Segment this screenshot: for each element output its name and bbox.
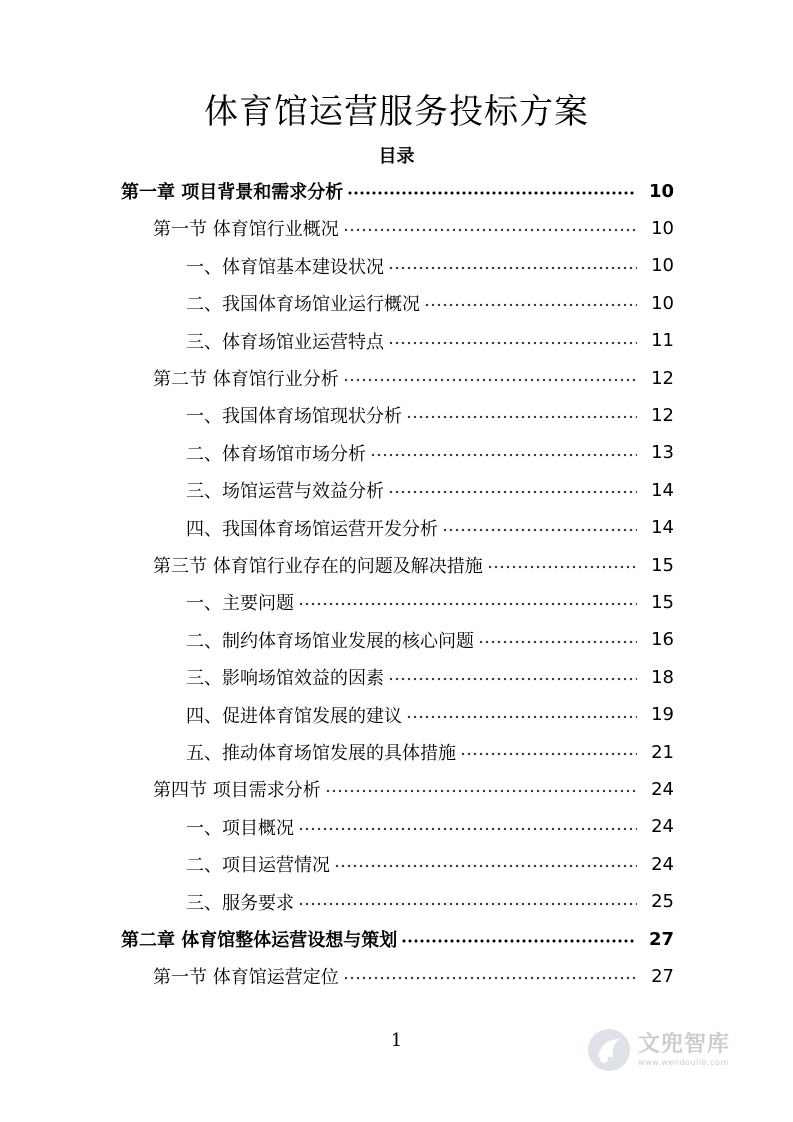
toc-entry-item[interactable]	[186, 662, 674, 692]
toc-leader-dots	[442, 519, 637, 537]
toc-entry-page: 24	[651, 816, 674, 838]
toc-leader-dots	[343, 967, 637, 985]
toc-entry-section[interactable]	[153, 363, 674, 393]
toc-leader-dots	[334, 855, 637, 873]
toc-entry-label: 第三节 体育馆行业存在的问题及解决措施	[153, 556, 483, 577]
toc-entry-item[interactable]	[186, 475, 674, 505]
toc-leader-dots	[388, 257, 637, 275]
toc-entry-label: 三、体育场馆业运营特点	[186, 331, 384, 353]
toc-leader-dots	[401, 930, 635, 948]
toc-entry-page: 10	[648, 180, 674, 202]
toc-entry-label: 一、我国体育场馆现状分析	[186, 406, 402, 428]
toc-entry-item[interactable]	[186, 587, 674, 617]
toc-leader-dots	[347, 182, 635, 200]
toc-entry-page: 24	[651, 853, 674, 875]
toc-leader-dots	[424, 294, 637, 312]
toc-entry-section[interactable]	[153, 774, 674, 804]
toc-entry-label: 三、场馆运营与效益分析	[186, 481, 384, 503]
toc-entry-section[interactable]	[153, 213, 674, 243]
toc-entry-page: 27	[651, 965, 674, 987]
toc-leader-dots	[487, 556, 637, 574]
toc-entry-label: 一、项目概况	[186, 817, 294, 839]
toc-entry-item[interactable]	[186, 438, 674, 468]
toc-entry-chapter[interactable]	[121, 176, 674, 206]
toc-leader-dots	[406, 406, 637, 424]
toc-entry-page: 13	[651, 442, 674, 464]
toc-entry-label: 三、服务要求	[186, 892, 294, 914]
toc-entry-label: 第四节 项目需求分析	[153, 780, 321, 802]
toc-entry-chapter[interactable]	[121, 924, 674, 954]
toc-leader-dots	[388, 332, 637, 350]
toc-entry-page: 14	[651, 517, 674, 539]
toc-entry-item[interactable]	[186, 812, 674, 842]
toc-entry-page: 15	[651, 554, 674, 576]
toc-entry-page: 10	[651, 217, 674, 239]
toc-leader-dots	[370, 444, 637, 462]
toc-entry-label: 第一节 体育馆运营定位	[153, 967, 339, 989]
toc-entry-page: 12	[651, 404, 674, 426]
toc-entry-item[interactable]	[186, 288, 674, 318]
toc-entry-page: 27	[648, 928, 674, 950]
toc-leader-dots	[298, 818, 637, 836]
toc-entry-label: 三、影响场馆效益的因素	[186, 668, 384, 690]
toc-leader-dots	[478, 631, 637, 649]
toc-leader-dots	[343, 219, 637, 237]
toc-entry-label: 第二章 体育馆整体运营设想与策划	[121, 930, 398, 951]
toc-entry-page: 25	[651, 891, 674, 913]
toc-leader-dots	[406, 706, 637, 724]
toc-leader-dots	[298, 593, 637, 611]
page-number: 1	[390, 1030, 403, 1051]
watermark-text: 文兜智库	[638, 1032, 731, 1057]
toc-entry-item[interactable]	[186, 737, 674, 767]
toc-entry-item[interactable]	[186, 887, 674, 917]
toc-entry-item[interactable]	[186, 700, 674, 730]
toc-leader-dots	[298, 893, 637, 911]
toc-entry-item[interactable]	[186, 513, 674, 543]
toc-leader-dots	[388, 668, 637, 686]
toc-entry-page: 19	[651, 704, 674, 726]
toc-entry-item[interactable]	[186, 849, 674, 879]
document-title: 体育馆运营服务投标方案	[204, 92, 589, 132]
toc-entry-label: 四、促进体育馆发展的建议	[186, 705, 402, 727]
toc-leader-dots	[388, 481, 637, 499]
toc-entry-section[interactable]	[153, 550, 674, 580]
toc-entry-label: 第一章 项目背景和需求分析	[121, 182, 344, 203]
toc-entry-label: 二、制约体育场馆业发展的核心问题	[186, 630, 474, 652]
toc-entry-page: 12	[651, 367, 674, 389]
toc-entry-label: 二、项目运营情况	[186, 855, 330, 877]
toc-entry-label: 一、体育馆基本建设状况	[186, 256, 384, 278]
toc-entry-page: 11	[651, 330, 674, 352]
toc-entry-label: 第二节 体育馆行业分析	[153, 369, 339, 390]
toc-entry-label: 五、推动体育场馆发展的具体措施	[186, 743, 456, 764]
toc-entry-item[interactable]	[186, 251, 674, 281]
toc-entry-label: 二、体育场馆市场分析	[186, 443, 366, 465]
toc-leader-dots	[325, 780, 637, 798]
watermark-url: www.wendoulib.com	[638, 1058, 729, 1067]
toc-entry-page: 15	[651, 591, 674, 613]
toc-entry-item[interactable]	[186, 400, 674, 430]
toc-entry-page: 14	[651, 479, 674, 501]
toc-entry-page: 24	[651, 778, 674, 800]
toc-entry-item[interactable]	[186, 326, 674, 356]
toc-leader-dots	[460, 743, 637, 761]
toc-leader-dots	[343, 369, 637, 387]
wendou-logo-icon	[586, 1027, 632, 1073]
toc-entry-label: 四、我国体育场馆运营开发分析	[186, 518, 438, 540]
toc-entry-label: 一、主要问题	[186, 593, 294, 615]
toc-entry-label: 第一节 体育馆行业概况	[153, 219, 339, 241]
toc-entry-item[interactable]	[186, 625, 674, 655]
toc-entry-page: 16	[651, 629, 674, 651]
toc-entry-page: 18	[651, 666, 674, 688]
toc-entry-page: 10	[651, 255, 674, 277]
toc-heading: 目录	[378, 146, 415, 167]
toc-entry-page: 21	[651, 741, 674, 763]
toc-entry-label: 二、我国体育场馆业运行概况	[186, 294, 420, 316]
toc-entry-section[interactable]	[153, 961, 674, 991]
toc-entry-page: 10	[651, 292, 674, 314]
watermark	[586, 1020, 756, 1080]
